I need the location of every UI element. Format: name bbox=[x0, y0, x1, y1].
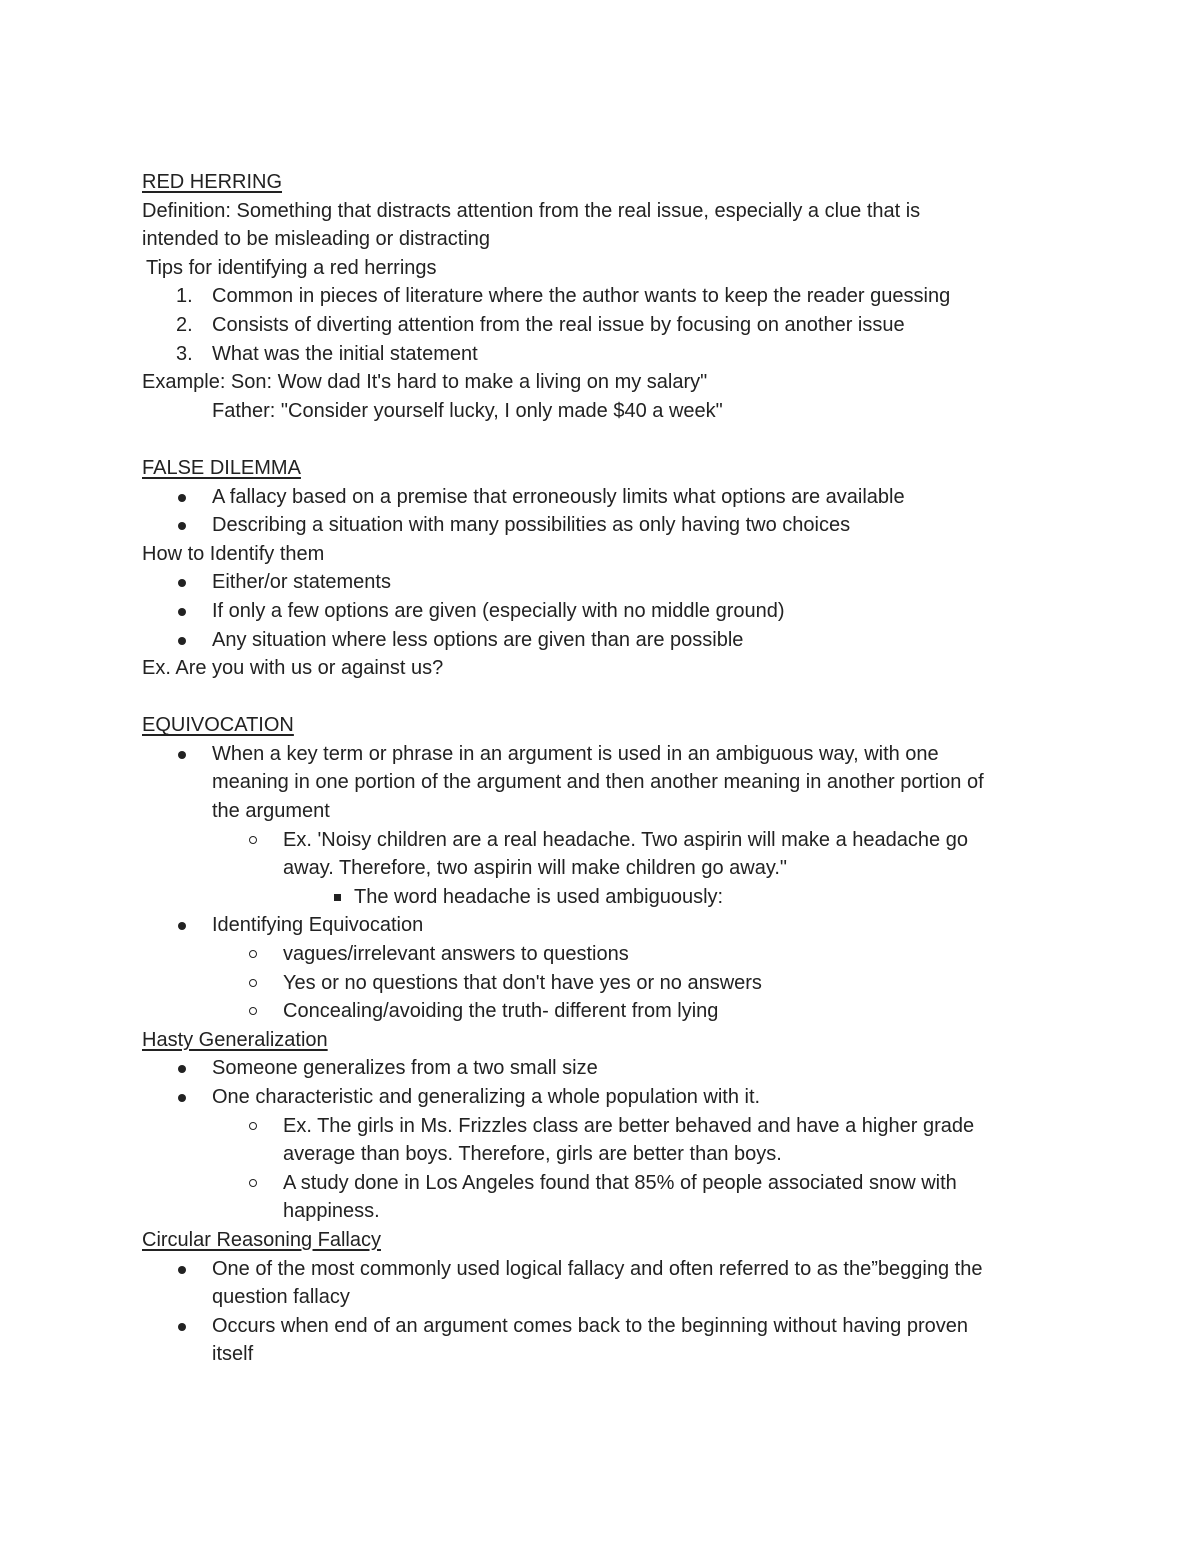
list-number: 2. bbox=[176, 313, 193, 336]
list-item-text: If only a few options are given (especially with no middle ground) bbox=[212, 599, 785, 622]
bullet-continuation: the argument bbox=[212, 800, 330, 823]
list-item-text: vagues/irrelevant answers to questions bbox=[283, 943, 629, 966]
bullet-item bbox=[142, 483, 1062, 512]
list-item-text: Yes or no questions that don't have yes or no answers bbox=[283, 971, 762, 994]
sub-sub-bullet-item bbox=[142, 883, 1062, 912]
heading-red-herring: RED HERRING bbox=[142, 171, 283, 193]
bullet-item bbox=[142, 511, 1062, 540]
numbered-item bbox=[142, 311, 1062, 340]
heading-false-dilemma: FALSE DILEMMA bbox=[142, 456, 301, 479]
list-item-text: Occurs when end of an argument comes back to the beginning without having proven bbox=[212, 1314, 969, 1337]
bullet-circle-icon bbox=[249, 836, 257, 844]
bullet-disc-icon bbox=[178, 1065, 186, 1073]
list-item-text: Common in pieces of literature where the author wants to keep the reader guessing bbox=[212, 285, 951, 308]
bullet-disc-icon bbox=[178, 637, 186, 645]
bullet-continuation: meaning in one portion of the argument and then another meaning in another portion of bbox=[212, 771, 984, 794]
list-item-text: Describing a situation with many possibilities as only having two choices bbox=[212, 514, 851, 537]
example-line: Ex. Are you with us or against us? bbox=[142, 657, 444, 680]
example-line: Example: Son: Wow dad It's hard to make a living on my salary" bbox=[142, 371, 708, 394]
sub-bullet-item bbox=[142, 1112, 1062, 1141]
list-number: 3. bbox=[176, 342, 193, 365]
list-item-text: Identifying Equivocation bbox=[212, 914, 424, 937]
bullet-circle-icon bbox=[249, 950, 257, 958]
sub-bullet-item bbox=[142, 1169, 1062, 1198]
bullet-disc-icon bbox=[178, 494, 186, 502]
definition-line: Definition: Something that distracts attention from the real issue, especially a clue that is bbox=[142, 199, 921, 222]
bullet-item bbox=[142, 597, 1062, 626]
bullet-disc-icon bbox=[178, 922, 186, 930]
bullet-circle-icon bbox=[249, 1122, 257, 1130]
numbered-item bbox=[142, 340, 1062, 369]
list-item-text: When a key term or phrase in an argument is used in an ambiguous way, with one bbox=[212, 742, 939, 765]
list-item-text: One characteristic and generalizing a whole population with it. bbox=[212, 1086, 761, 1108]
bullet-disc-icon bbox=[178, 522, 186, 530]
bullet-item bbox=[142, 1083, 1062, 1112]
sub-bullet-item bbox=[142, 826, 1062, 855]
bullet-item bbox=[142, 911, 1062, 940]
bullet-circle-icon bbox=[249, 979, 257, 987]
list-item-text: Consists of diverting attention from the real issue by focusing on another issue bbox=[212, 313, 905, 336]
numbered-item bbox=[142, 282, 1062, 311]
list-item-text: What was the initial statement bbox=[212, 342, 478, 365]
heading-circular-reasoning: Circular Reasoning Fallacy bbox=[142, 1228, 381, 1251]
heading-equivocation: EQUIVOCATION bbox=[142, 714, 294, 737]
bullet-disc-icon bbox=[178, 608, 186, 616]
tips-label: Tips for identifying a red herrings bbox=[146, 256, 437, 279]
bullet-item bbox=[142, 1054, 1062, 1083]
identify-label: How to Identify them bbox=[142, 542, 325, 565]
bullet-item bbox=[142, 740, 1062, 769]
bullet-square-icon bbox=[334, 894, 341, 901]
bullet-item bbox=[142, 626, 1062, 655]
sub-bullet-continuation: away. Therefore, two aspirin will make children go away." bbox=[283, 857, 787, 880]
list-item-text: Either/or statements bbox=[212, 571, 391, 594]
bullet-item bbox=[142, 1255, 1062, 1284]
list-item-text: A study done in Los Angeles found that 85% of people associated snow with bbox=[283, 1171, 957, 1194]
list-item-text: A fallacy based on a premise that erroneously limits what options are available bbox=[212, 485, 905, 508]
document-body bbox=[142, 168, 1062, 1369]
bullet-circle-icon bbox=[249, 1179, 257, 1187]
list-item-text: One of the most commonly used logical fallacy and often referred to as the”begging the bbox=[212, 1257, 983, 1280]
list-item-text: The word headache is used ambiguously: bbox=[354, 885, 724, 908]
bullet-item bbox=[142, 568, 1062, 597]
sub-bullet-continuation: happiness. bbox=[283, 1200, 380, 1223]
bullet-continuation: question fallacy bbox=[212, 1286, 350, 1309]
sub-bullet-item bbox=[142, 997, 1062, 1026]
list-item-text: Ex. 'Noisy children are a real headache. Two aspirin will make a headache go bbox=[283, 828, 968, 851]
list-item-text: Concealing/avoiding the truth- different from lying bbox=[283, 1000, 719, 1023]
heading-hasty-generalization: Hasty Generalization bbox=[142, 1028, 328, 1051]
bullet-circle-icon bbox=[249, 1007, 257, 1015]
list-item-text: Ex. The girls in Ms. Frizzles class are better behaved and have a higher grade bbox=[283, 1114, 975, 1137]
list-item-text: Someone generalizes from a two small size bbox=[212, 1057, 598, 1080]
blank-line bbox=[142, 425, 1062, 454]
bullet-continuation: itself bbox=[212, 1343, 254, 1366]
list-number: 1. bbox=[176, 285, 193, 308]
bullet-disc-icon bbox=[178, 751, 186, 759]
bullet-disc-icon bbox=[178, 1094, 186, 1102]
sub-bullet-continuation: average than boys. Therefore, girls are better than boys. bbox=[283, 1143, 782, 1166]
bullet-item bbox=[142, 1312, 1062, 1341]
sub-bullet-item bbox=[142, 969, 1062, 998]
bullet-disc-icon bbox=[178, 579, 186, 587]
blank-line bbox=[142, 683, 1062, 712]
bullet-disc-icon bbox=[178, 1266, 186, 1274]
bullet-disc-icon bbox=[178, 1323, 186, 1331]
sub-bullet-item bbox=[142, 940, 1062, 969]
example-line: Father: "Consider yourself lucky, I only made $40 a week" bbox=[212, 399, 723, 422]
list-item-text: Any situation where less options are given than are possible bbox=[212, 628, 744, 651]
definition-line: intended to be misleading or distracting bbox=[142, 228, 490, 251]
